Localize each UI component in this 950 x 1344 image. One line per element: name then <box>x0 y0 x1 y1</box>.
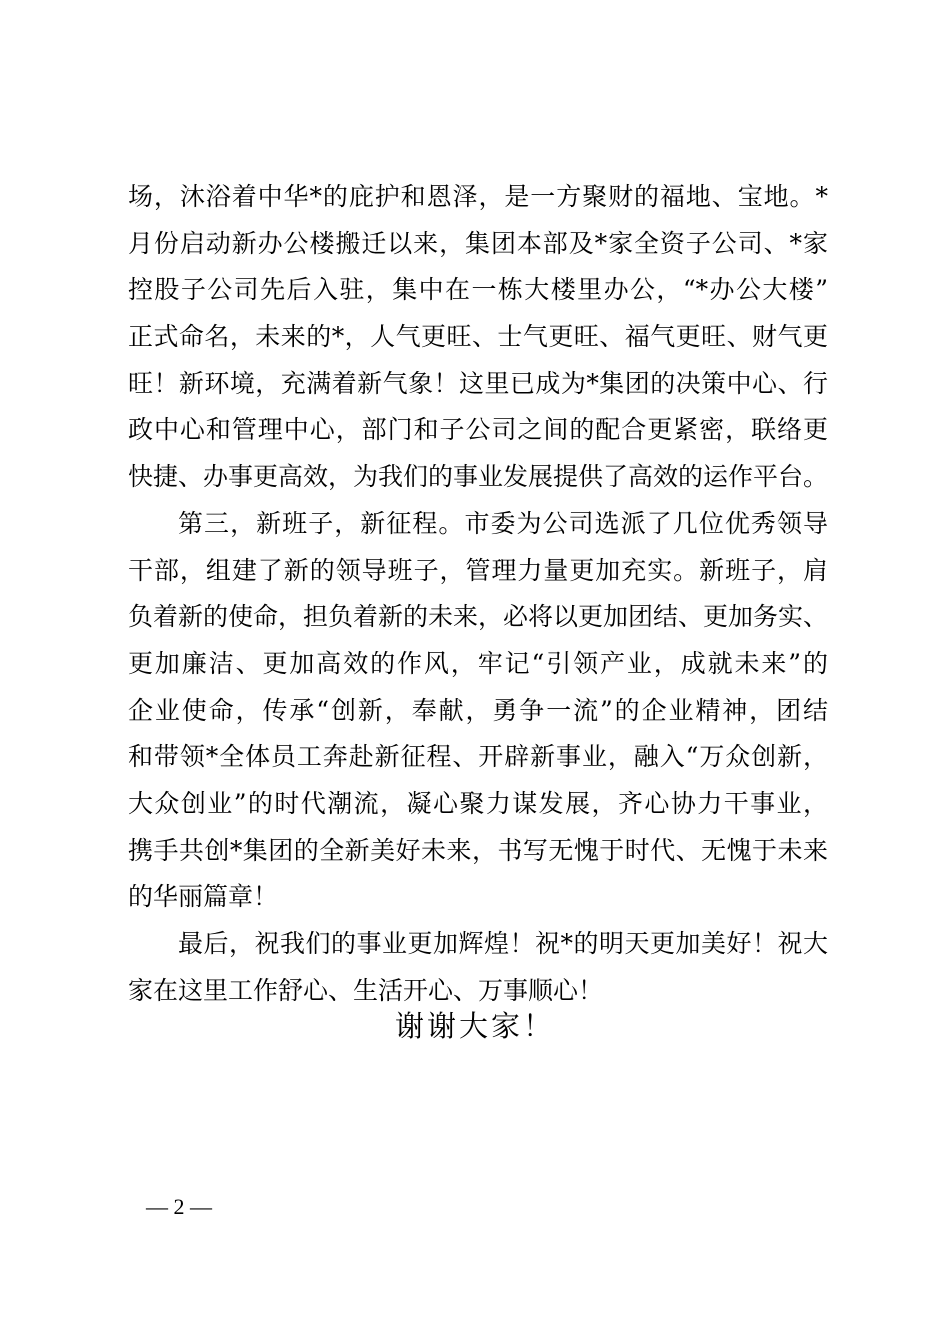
text-line: 携手共创*集团的全新美好未来，书写无愧于时代、无愧于未来 <box>128 835 828 865</box>
text-line: 快捷、办事更高效，为我们的事业发展提供了高效的运作平台。 <box>128 462 829 492</box>
text-line: 大众创业”的时代潮流，凝心聚力谋发展，齐心协力干事业， <box>128 788 828 818</box>
paragraph <box>128 174 828 501</box>
paragraph <box>128 921 828 1014</box>
text-line: 家在这里工作舒心、生活开心、万事顺心！ <box>128 975 604 1005</box>
text-line: 旺！新环境，充满着新气象！这里已成为*集团的决策中心、行 <box>128 368 828 398</box>
text-line: 更加廉洁、更加高效的作风，牢记“引领产业，成就未来”的 <box>128 648 828 678</box>
text-line: 政中心和管理中心，部门和子公司之间的配合更紧密，联络更 <box>128 415 828 445</box>
text-line: 和带领*全体员工奔赴新征程、开辟新事业，融入“万众创新， <box>128 742 828 772</box>
text-line: 第三，新班子，新征程。市委为公司选派了几位优秀领导 <box>178 508 828 538</box>
text-line: 控股子公司先后入驻，集中在一栋大楼里办公，“*办公大楼” <box>128 275 828 305</box>
closing-line: 谢谢大家！ <box>394 1009 555 1043</box>
text-line: 的华丽篇章！ <box>128 882 279 912</box>
body-text <box>128 174 828 1014</box>
text-line: 月份启动新办公楼搬迁以来，集团本部及*家全资子公司、*家 <box>128 228 828 258</box>
text-line: 最后，祝我们的事业更加辉煌！祝*的明天更加美好！祝大 <box>178 929 828 958</box>
text-line: 企业使命，传承“创新，奉献，勇争一流”的企业精神，团结 <box>128 695 828 725</box>
text-line: 负着新的使命，担负着新的未来，必将以更加团结、更加务实、 <box>128 602 829 632</box>
paragraph <box>128 501 828 921</box>
text-line: 干部，组建了新的领导班子，管理力量更加充实。新班子，肩 <box>128 555 828 585</box>
text-line: 场，沐浴着中华*的庇护和恩泽，是一方聚财的福地、宝地。* <box>128 182 828 211</box>
page-number: — 2 — <box>146 1194 212 1219</box>
text-line: 正式命名，未来的*，人气更旺、士气更旺、福气更旺、财气更 <box>128 322 828 352</box>
